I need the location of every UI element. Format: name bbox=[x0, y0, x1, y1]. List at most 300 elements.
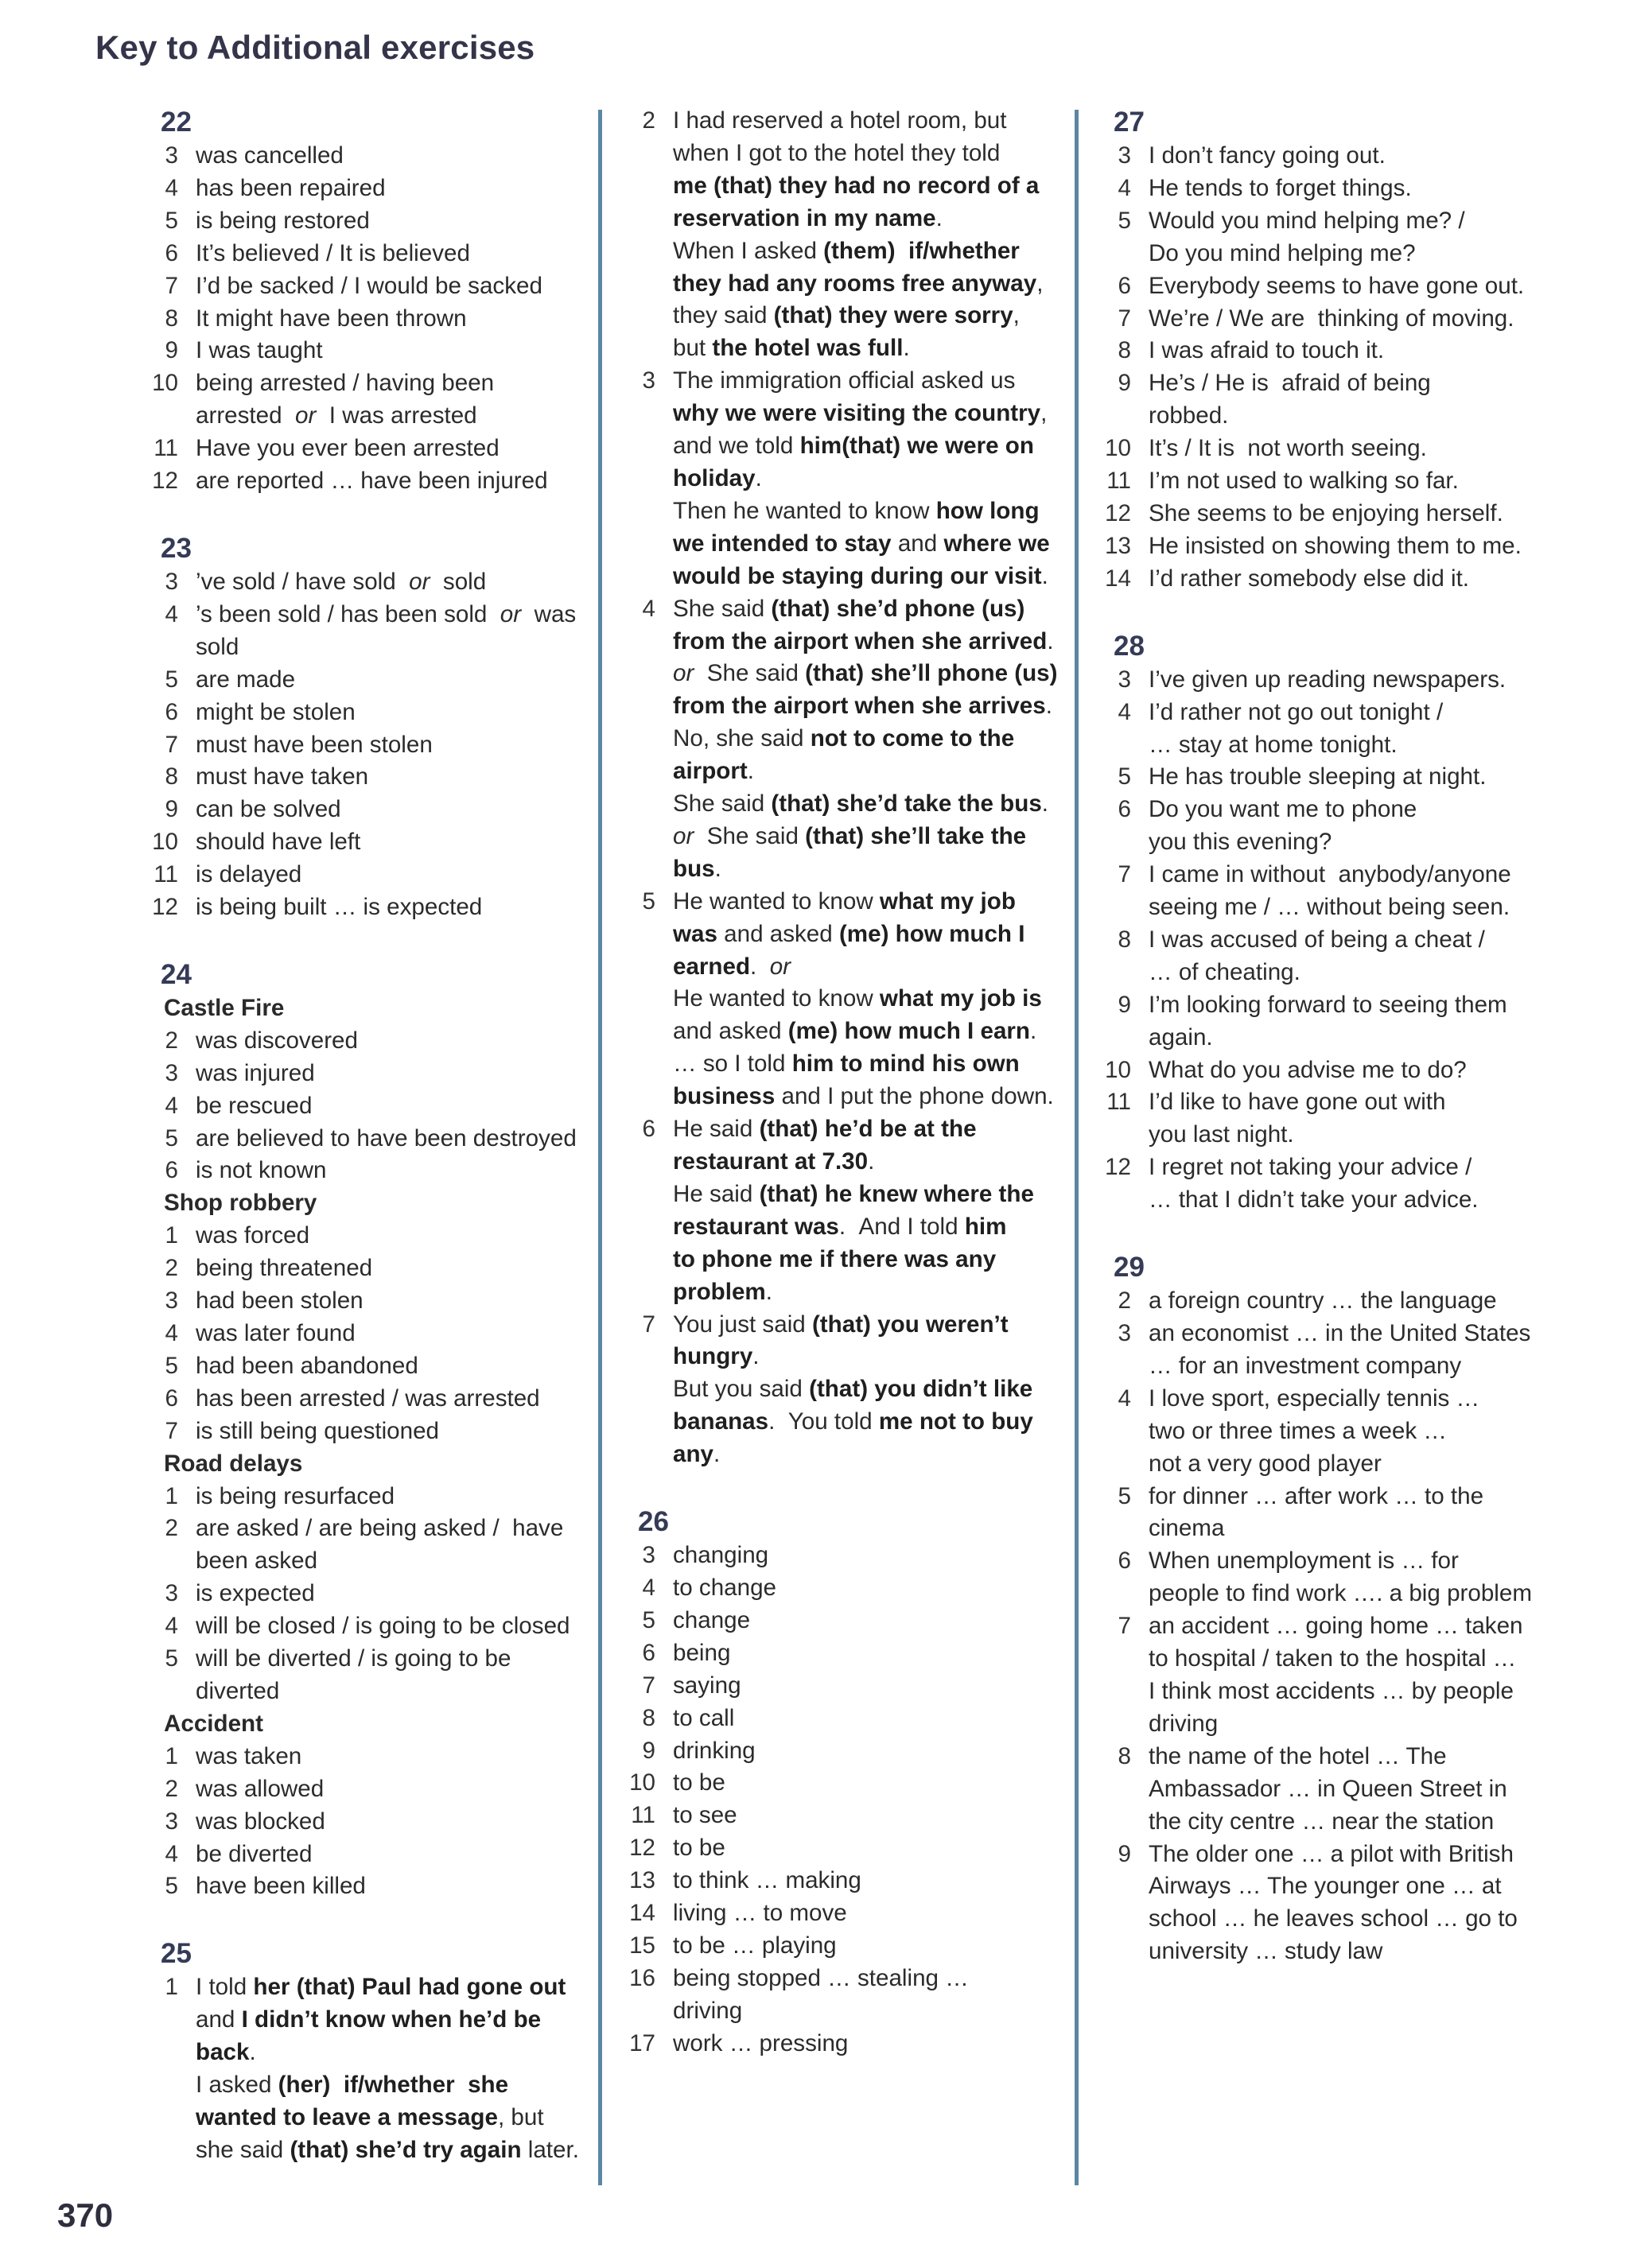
answer-text: What do you advise me to do? bbox=[1149, 1056, 1467, 1083]
answer-item bbox=[1104, 1481, 1534, 1546]
answer-item bbox=[628, 1670, 1074, 1703]
answer-number: 5 bbox=[1118, 763, 1131, 790]
answer-text: to see bbox=[673, 1802, 737, 1829]
answer-text: I’m not used to walking so far. bbox=[1149, 468, 1459, 495]
answer-number: 9 bbox=[1118, 370, 1131, 397]
answer-text: living … to move bbox=[673, 1900, 847, 1927]
answer-number: 1 bbox=[165, 1742, 178, 1769]
answer-text: He’s / He is afraid of being robbed. bbox=[1149, 370, 1431, 429]
answer-number: 2 bbox=[165, 1027, 178, 1054]
exercise-section bbox=[151, 1936, 605, 2166]
exercise-section bbox=[628, 1505, 1074, 2060]
answer-number: 3 bbox=[1118, 142, 1131, 169]
exercise-section bbox=[1104, 1250, 1534, 1968]
exercise-section bbox=[151, 531, 605, 924]
answer-number: 13 bbox=[629, 1867, 655, 1894]
answer-text: must have been stolen bbox=[196, 731, 433, 758]
answer-text: was cancelled bbox=[196, 142, 344, 169]
answer-number: 11 bbox=[1106, 1089, 1131, 1116]
answer-item bbox=[628, 1605, 1074, 1637]
answer-text: to call bbox=[673, 1704, 735, 1731]
answer-number: 5 bbox=[642, 1606, 655, 1633]
answer-column-3 bbox=[1104, 105, 1534, 2002]
answer-number: 5 bbox=[165, 1124, 178, 1151]
answer-number: 3 bbox=[1118, 1320, 1131, 1346]
answer-item bbox=[151, 1383, 605, 1416]
answer-item bbox=[151, 1285, 605, 1318]
answer-number: 8 bbox=[165, 763, 178, 790]
answer-text: had been abandoned bbox=[196, 1352, 418, 1379]
answer-text: It’s believed / It is believed bbox=[196, 239, 470, 266]
answer-column-2 bbox=[628, 105, 1074, 2094]
answer-text: I came in without anybody/anyone seeing me / … without being seen. bbox=[1149, 861, 1511, 921]
answer-item bbox=[628, 1930, 1074, 1963]
answer-item bbox=[1104, 664, 1534, 697]
answer-item bbox=[1104, 697, 1534, 762]
exercise-subheading: Shop robbery bbox=[164, 1190, 317, 1217]
answer-item bbox=[628, 1703, 1074, 1735]
answer-text: to be bbox=[673, 1835, 725, 1862]
answer-item bbox=[1104, 367, 1534, 433]
answer-text: I’d rather somebody else did it. bbox=[1149, 565, 1470, 592]
answer-item bbox=[151, 1870, 605, 1903]
answer-item bbox=[628, 1572, 1074, 1605]
answer-text: ’ve sold / have sold or sold bbox=[196, 568, 487, 595]
exercise-number: 25 bbox=[161, 1938, 192, 1970]
answer-text: to be bbox=[673, 1769, 725, 1796]
answer-item bbox=[151, 566, 605, 599]
answer-item bbox=[151, 1513, 605, 1578]
answer-item bbox=[1104, 1741, 1534, 1839]
answer-item bbox=[1104, 1610, 1534, 1741]
answer-item bbox=[1104, 1318, 1534, 1383]
answer-number: 1 bbox=[165, 1222, 178, 1249]
answer-item bbox=[151, 1610, 605, 1643]
answer-number: 7 bbox=[165, 731, 178, 758]
answer-number: 4 bbox=[165, 1613, 178, 1640]
answer-text: are made bbox=[196, 666, 296, 693]
answer-item bbox=[151, 1773, 605, 1806]
answer-text: was discovered bbox=[196, 1027, 358, 1054]
answer-number: 11 bbox=[154, 861, 178, 888]
answer-number: 4 bbox=[165, 1092, 178, 1119]
answer-item bbox=[151, 270, 605, 303]
answer-item bbox=[628, 1897, 1074, 1930]
answer-number: 12 bbox=[1105, 1154, 1131, 1181]
answer-text: She seems to be enjoying herself. bbox=[1149, 499, 1503, 526]
answer-item bbox=[1104, 335, 1534, 367]
answer-item bbox=[151, 1025, 605, 1058]
answer-number: 10 bbox=[1105, 1056, 1131, 1083]
answer-number: 7 bbox=[1118, 861, 1131, 888]
answer-item bbox=[1104, 1086, 1534, 1151]
exercise-number: 29 bbox=[1114, 1252, 1145, 1284]
answer-number: 6 bbox=[165, 1157, 178, 1184]
answer-text: I had reserved a hotel room, but when I got to the hotel they told me (that) they had no record of a reservation in my name. When I asked (them) if/whether they had any rooms free anyway, they said (that) they were sorry, but the hotel was full. bbox=[673, 107, 1044, 362]
answer-number: 2 bbox=[642, 107, 655, 134]
answer-text: We’re / We are thinking of moving. bbox=[1149, 305, 1514, 332]
answer-text: He has trouble sleeping at night. bbox=[1149, 763, 1487, 790]
answer-text: must have taken bbox=[196, 763, 369, 790]
answer-text: be diverted bbox=[196, 1840, 313, 1867]
exercise-number: 24 bbox=[161, 958, 192, 990]
answer-number: 4 bbox=[165, 174, 178, 201]
exercise-number: 28 bbox=[1114, 630, 1145, 662]
answer-number: 3 bbox=[642, 367, 655, 394]
answer-number: 7 bbox=[165, 272, 178, 299]
answer-number: 9 bbox=[1118, 991, 1131, 1018]
answer-text: I love sport, especially tennis … two or three times a week … not a very good player bbox=[1149, 1384, 1480, 1477]
answer-item bbox=[151, 1971, 605, 2166]
answer-text: She said (that) she’d phone (us) from the airport when she arrived. or She said (that) she’ll phone (us) from the airport when she arrives. No, she said not to come to the airport. She said (that) she’d take the bus. or She said (that) she’ll take the bus. bbox=[673, 595, 1058, 882]
answer-item bbox=[1104, 205, 1534, 270]
answer-text: Everybody seems to have gone out. bbox=[1149, 272, 1525, 299]
answer-number: 6 bbox=[642, 1116, 655, 1143]
answer-text: I don’t fancy going out. bbox=[1149, 142, 1386, 169]
answer-text: being stopped … stealing … driving bbox=[673, 1964, 969, 2024]
answer-number: 3 bbox=[165, 142, 178, 169]
answer-number: 2 bbox=[165, 1515, 178, 1542]
exercise-number: 22 bbox=[161, 107, 192, 138]
answer-item bbox=[151, 367, 605, 433]
answer-number: 2 bbox=[165, 1775, 178, 1802]
answer-text: was forced bbox=[196, 1222, 310, 1249]
answer-number: 4 bbox=[165, 600, 178, 627]
answer-text: Would you mind helping me? / Do you mind helping me? bbox=[1149, 207, 1465, 266]
answer-text: an accident … going home … taken to hospital / taken to the hospital … I think most accidents … by people driving bbox=[1149, 1613, 1523, 1737]
answer-text: was injured bbox=[196, 1059, 315, 1086]
answer-number: 10 bbox=[629, 1769, 655, 1796]
exercise-section bbox=[151, 957, 605, 1903]
answer-text: I regret not taking your advice / … that I didn’t take your advice. bbox=[1149, 1154, 1479, 1214]
answer-text: was blocked bbox=[196, 1808, 325, 1835]
answer-number: 11 bbox=[154, 435, 178, 462]
exercise-number: 27 bbox=[1114, 107, 1145, 138]
answer-item bbox=[1104, 433, 1534, 465]
answer-number: 5 bbox=[165, 1352, 178, 1379]
answer-item bbox=[1104, 1545, 1534, 1610]
answer-text: drinking bbox=[673, 1737, 756, 1764]
answer-item bbox=[151, 1481, 605, 1513]
answer-item bbox=[151, 205, 605, 238]
answer-number: 3 bbox=[165, 568, 178, 595]
answer-text: will be closed / is going to be closed bbox=[196, 1613, 570, 1640]
answer-text: is being resurfaced bbox=[196, 1482, 395, 1509]
answer-item bbox=[151, 1058, 605, 1090]
answer-column-1 bbox=[151, 105, 605, 2200]
answer-number: 14 bbox=[1105, 565, 1131, 592]
answer-number: 7 bbox=[1118, 305, 1131, 332]
answer-item bbox=[628, 593, 1074, 886]
answer-text: are believed to have been destroyed bbox=[196, 1124, 577, 1151]
answer-text: I’d be sacked / I would be sacked bbox=[196, 272, 542, 299]
answer-text: I’d like to have gone out with you last night. bbox=[1149, 1089, 1446, 1148]
answer-item bbox=[151, 761, 605, 794]
answer-item bbox=[628, 105, 1074, 365]
answer-item bbox=[151, 173, 605, 205]
answer-number: 3 bbox=[642, 1542, 655, 1569]
answer-item bbox=[151, 1416, 605, 1448]
answer-number: 16 bbox=[629, 1964, 655, 1991]
answer-item bbox=[151, 1123, 605, 1155]
answer-item bbox=[1104, 1151, 1534, 1217]
answer-text: to think … making bbox=[673, 1867, 861, 1894]
answer-text: was taken bbox=[196, 1742, 302, 1769]
answer-text: changing bbox=[673, 1542, 769, 1569]
answer-number: 3 bbox=[1118, 666, 1131, 693]
answer-number: 6 bbox=[1118, 1548, 1131, 1575]
answer-item bbox=[151, 303, 605, 336]
answer-number: 10 bbox=[1105, 435, 1131, 462]
exercise-subheading: Castle Fire bbox=[164, 994, 285, 1021]
answer-item bbox=[151, 140, 605, 173]
answer-text: I told her (that) Paul had gone out and I didn’t know when he’d be back. I asked (her) if/whether she wanted to leave a message, but she said (that) she’d try again later. bbox=[196, 1974, 579, 2163]
answer-number: 11 bbox=[1106, 468, 1131, 495]
answer-item bbox=[1104, 563, 1534, 596]
page-title: Key to Additional exercises bbox=[95, 29, 535, 66]
answer-text: The immigration official asked us why we were visiting the country, and we told him(that) we were on holiday. Then he wanted to know how long we intended to stay and where we would be staying during our visit. bbox=[673, 367, 1050, 589]
answer-text: have been killed bbox=[196, 1873, 366, 1900]
answer-item bbox=[1104, 761, 1534, 794]
answer-text: I was afraid to touch it. bbox=[1149, 337, 1385, 364]
answer-item bbox=[151, 465, 605, 498]
answer-text: is expected bbox=[196, 1580, 315, 1607]
answer-item bbox=[1104, 1383, 1534, 1481]
answer-text: might be stolen bbox=[196, 698, 356, 725]
answer-number: 6 bbox=[1118, 796, 1131, 823]
answer-item bbox=[628, 1540, 1074, 1572]
exercise-section bbox=[1104, 105, 1534, 596]
answer-text: will be diverted / is going to be diverted bbox=[196, 1645, 511, 1704]
answer-item bbox=[151, 1318, 605, 1350]
answer-text: He said (that) he’d be at the restaurant at 7.30. He said (that) he knew where the restaurant was. And I told him to phone me if there was any problem. bbox=[673, 1116, 1034, 1305]
answer-number: 11 bbox=[631, 1802, 655, 1829]
answer-number: 4 bbox=[165, 1840, 178, 1867]
answer-item bbox=[151, 1252, 605, 1285]
answer-text: is delayed bbox=[196, 861, 302, 888]
answer-text: a foreign country … the language bbox=[1149, 1287, 1497, 1315]
answer-item bbox=[1104, 794, 1534, 859]
answer-number: 14 bbox=[629, 1900, 655, 1927]
answer-item bbox=[151, 1643, 605, 1708]
answer-item bbox=[1104, 140, 1534, 173]
answer-number: 4 bbox=[1118, 174, 1131, 201]
answer-number: 13 bbox=[1105, 532, 1131, 559]
answer-item bbox=[151, 859, 605, 891]
answer-text: for dinner … after work … to the cinema bbox=[1149, 1482, 1484, 1542]
answer-text: is still being questioned bbox=[196, 1417, 439, 1444]
exercise-subheading: Accident bbox=[164, 1710, 263, 1737]
answer-text: is being restored bbox=[196, 207, 370, 234]
answer-text: He insisted on showing them to me. bbox=[1149, 532, 1522, 559]
answer-text: I was accused of being a cheat / … of cheating. bbox=[1149, 926, 1485, 985]
answer-item bbox=[151, 664, 605, 697]
answer-text: to change bbox=[673, 1574, 776, 1601]
answer-number: 5 bbox=[642, 887, 655, 915]
answer-text: When unemployment is … for people to find work …. a big problem bbox=[1149, 1548, 1532, 1607]
answer-text: was allowed bbox=[196, 1775, 325, 1802]
column-divider-right bbox=[1075, 110, 1079, 2185]
answer-text: saying bbox=[673, 1672, 741, 1699]
answer-text: should have left bbox=[196, 829, 361, 856]
answer-number: 9 bbox=[1118, 1840, 1131, 1867]
answer-number: 8 bbox=[1118, 337, 1131, 364]
answer-number: 5 bbox=[165, 207, 178, 234]
answer-item bbox=[151, 1839, 605, 1871]
answer-item bbox=[1104, 1285, 1534, 1318]
answer-item bbox=[1104, 303, 1534, 336]
answer-number: 12 bbox=[1105, 499, 1131, 526]
answer-number: 5 bbox=[165, 666, 178, 693]
answer-number: 3 bbox=[165, 1059, 178, 1086]
answer-item bbox=[151, 826, 605, 859]
answer-text: I was taught bbox=[196, 337, 323, 364]
answer-item bbox=[628, 1113, 1074, 1308]
answer-item bbox=[1104, 270, 1534, 303]
answer-item bbox=[151, 697, 605, 729]
answer-number: 8 bbox=[642, 1704, 655, 1731]
answer-number: 12 bbox=[152, 894, 178, 921]
answer-number: 17 bbox=[629, 2029, 655, 2056]
answer-item bbox=[628, 1309, 1074, 1472]
answer-number: 2 bbox=[1118, 1287, 1131, 1315]
answer-number: 4 bbox=[642, 595, 655, 622]
answer-text: to be … playing bbox=[673, 1932, 837, 1959]
answer-item bbox=[151, 335, 605, 367]
answer-text: had been stolen bbox=[196, 1287, 364, 1315]
answer-item bbox=[628, 1735, 1074, 1768]
answer-item bbox=[628, 1963, 1074, 2028]
answer-text: being bbox=[673, 1639, 731, 1666]
answer-number: 8 bbox=[165, 305, 178, 332]
answer-item bbox=[151, 433, 605, 465]
answer-item bbox=[1104, 1054, 1534, 1087]
exercise-subheading: Road delays bbox=[164, 1450, 303, 1477]
answer-text: It’s / It is not worth seeing. bbox=[1149, 435, 1427, 462]
answer-item bbox=[151, 1350, 605, 1383]
answer-number: 7 bbox=[642, 1311, 655, 1338]
answer-number: 10 bbox=[152, 370, 178, 397]
answer-text: being arrested / having been arrested or I was arrested bbox=[196, 370, 495, 429]
answer-item bbox=[628, 1832, 1074, 1865]
answer-item bbox=[151, 1741, 605, 1773]
answer-number: 1 bbox=[165, 1482, 178, 1509]
answer-number: 7 bbox=[642, 1672, 655, 1699]
answer-number: 6 bbox=[165, 698, 178, 725]
answer-text: It might have been thrown bbox=[196, 305, 467, 332]
answer-text: has been repaired bbox=[196, 174, 386, 201]
answer-item bbox=[628, 1637, 1074, 1670]
answer-item bbox=[1104, 859, 1534, 924]
answer-item bbox=[628, 2028, 1074, 2060]
answer-item bbox=[151, 1090, 605, 1123]
answer-item bbox=[628, 1800, 1074, 1832]
answer-number: 7 bbox=[1118, 1613, 1131, 1640]
answer-item bbox=[151, 729, 605, 762]
answer-text: the name of the hotel … The Ambassador … in Queen Street in the city centre … near the station bbox=[1149, 1742, 1507, 1835]
answer-text: is not known bbox=[196, 1157, 327, 1184]
answer-number: 4 bbox=[642, 1574, 655, 1601]
answer-text: You just said (that) you weren’t hungry. But you said (that) you didn’t like bananas. You told me not to buy any. bbox=[673, 1311, 1033, 1468]
answer-number: 5 bbox=[1118, 1482, 1131, 1509]
answer-number: 4 bbox=[165, 1320, 178, 1346]
answer-item bbox=[151, 238, 605, 270]
answer-item bbox=[1104, 465, 1534, 498]
answer-item bbox=[628, 1767, 1074, 1800]
answer-number: 3 bbox=[165, 1808, 178, 1835]
answer-text: be rescued bbox=[196, 1092, 313, 1119]
answer-item bbox=[628, 365, 1074, 592]
answer-number: 9 bbox=[165, 337, 178, 364]
page-number: 370 bbox=[57, 2196, 114, 2234]
exercise-number: 23 bbox=[161, 532, 192, 564]
answer-item bbox=[151, 1806, 605, 1839]
answer-item bbox=[151, 1220, 605, 1252]
answer-number: 6 bbox=[1118, 272, 1131, 299]
answer-number: 3 bbox=[165, 1580, 178, 1607]
answer-item bbox=[1104, 924, 1534, 989]
answer-item bbox=[151, 1155, 605, 1187]
answer-text: has been arrested / was arrested bbox=[196, 1384, 540, 1412]
answer-text: is being built … is expected bbox=[196, 894, 483, 921]
answer-item bbox=[1104, 173, 1534, 205]
answer-item bbox=[151, 599, 605, 664]
answer-number: 10 bbox=[152, 829, 178, 856]
answer-number: 7 bbox=[165, 1417, 178, 1444]
answer-text: change bbox=[673, 1606, 751, 1633]
answer-number: 5 bbox=[1118, 207, 1131, 234]
answer-number: 5 bbox=[165, 1645, 178, 1672]
answer-number: 1 bbox=[165, 1974, 178, 2001]
answer-number: 2 bbox=[165, 1255, 178, 1282]
answer-number: 8 bbox=[1118, 926, 1131, 953]
answer-item bbox=[1104, 989, 1534, 1054]
answer-text: He wanted to know what my job was and asked (me) how much I earned. or He wanted to know what my job is and asked (me) how much I earn. … so I told him to mind his own business and I put the phone down. bbox=[673, 887, 1054, 1110]
answer-number: 9 bbox=[165, 796, 178, 823]
answer-text: He tends to forget things. bbox=[1149, 174, 1412, 201]
answer-number: 9 bbox=[642, 1737, 655, 1764]
answer-text: being threatened bbox=[196, 1255, 373, 1282]
answer-text: are reported … have been injured bbox=[196, 468, 548, 495]
answer-item bbox=[1104, 1839, 1534, 1969]
answer-text: an economist … in the United States … for an investment company bbox=[1149, 1320, 1531, 1379]
answer-text: can be solved bbox=[196, 796, 341, 823]
exercise-section bbox=[628, 105, 1074, 1471]
answer-item bbox=[151, 794, 605, 826]
answer-number: 8 bbox=[1118, 1742, 1131, 1769]
answer-item bbox=[151, 891, 605, 924]
answer-text: The older one … a pilot with British Airways … The younger one … at school … he leaves school … go to university … study law bbox=[1149, 1840, 1518, 1965]
answer-text: I’m looking forward to seeing them again. bbox=[1149, 991, 1507, 1051]
exercise-number: 26 bbox=[638, 1506, 669, 1538]
answer-item bbox=[628, 1865, 1074, 1897]
exercise-section bbox=[151, 105, 605, 498]
exercise-section bbox=[1104, 629, 1534, 1217]
answer-number: 15 bbox=[629, 1932, 655, 1959]
answer-text: Do you want me to phone you this evening? bbox=[1149, 796, 1417, 856]
answer-item bbox=[1104, 498, 1534, 530]
answer-text: ’s been sold / has been sold or was sold bbox=[196, 600, 577, 660]
answer-text: was later found bbox=[196, 1320, 356, 1346]
answer-text: I’d rather not go out tonight / … stay at home tonight. bbox=[1149, 698, 1444, 758]
answer-number: 6 bbox=[165, 239, 178, 266]
answer-item bbox=[151, 1578, 605, 1610]
answer-item bbox=[628, 886, 1074, 1113]
answer-number: 4 bbox=[1118, 1384, 1131, 1412]
answer-text: I’ve given up reading newspapers. bbox=[1149, 666, 1507, 693]
answer-text: work … pressing bbox=[673, 2029, 849, 2056]
answer-number: 5 bbox=[165, 1873, 178, 1900]
